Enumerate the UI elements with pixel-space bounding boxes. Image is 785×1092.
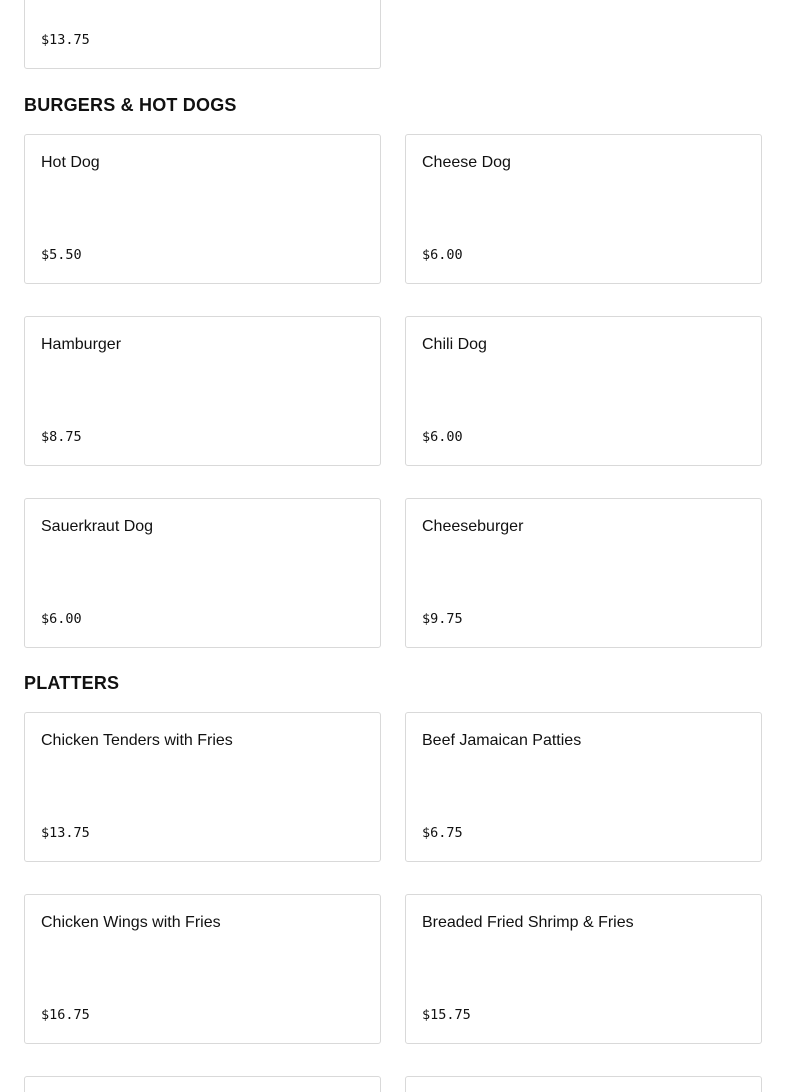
menu-item-card[interactable] [405, 712, 762, 862]
menu-item-name: Sauerkraut Dog [41, 518, 154, 535]
menu-item-card[interactable] [405, 134, 762, 284]
menu-item-name: Hamburger [41, 336, 122, 353]
menu-item-price: $6.75 [422, 825, 463, 841]
menu-item-price: $13.75 [41, 32, 90, 48]
menu-item-card[interactable] [405, 894, 762, 1044]
menu-item-card[interactable] [405, 316, 762, 466]
menu-item-price: $13.75 [41, 825, 90, 841]
menu-item-name: Chicken Tenders with Fries [41, 732, 233, 749]
menu-item-name: Cheeseburger [422, 518, 524, 535]
menu-item-price: $5.50 [41, 247, 82, 263]
menu-item-price: $6.00 [41, 611, 82, 627]
menu-item-name: Cheese Dog [422, 154, 511, 171]
menu-item-card[interactable] [405, 498, 762, 648]
menu-item-card[interactable] [24, 0, 381, 69]
menu-item-price: $15.75 [422, 1007, 471, 1023]
menu-item-name: Chicken Wings with Fries [41, 914, 221, 931]
menu-item-name: Chili Dog [422, 336, 487, 353]
menu-item-name: Hot Dog [41, 154, 100, 171]
section-title-burgers-hot-dogs: BURGERS & HOT DOGS [24, 95, 237, 115]
section-title-platters: PLATTERS [24, 673, 120, 693]
menu-item-price: $6.00 [422, 247, 463, 263]
menu-item-card[interactable] [24, 894, 381, 1044]
menu-item-name: Breaded Fried Shrimp & Fries [422, 914, 634, 931]
menu-item-price: $8.75 [41, 429, 82, 445]
menu-item-card[interactable] [24, 498, 381, 648]
menu-item-price: $9.75 [422, 611, 463, 627]
menu-item-card[interactable] [405, 1076, 762, 1092]
menu-item-card[interactable] [24, 134, 381, 284]
menu-item-card[interactable] [24, 712, 381, 862]
menu-item-card[interactable] [24, 1076, 381, 1092]
menu-item-price: $16.75 [41, 1007, 90, 1023]
menu-item-card[interactable] [24, 316, 381, 466]
menu-item-name: Beef Jamaican Patties [422, 732, 582, 749]
menu-item-price: $6.00 [422, 429, 463, 445]
